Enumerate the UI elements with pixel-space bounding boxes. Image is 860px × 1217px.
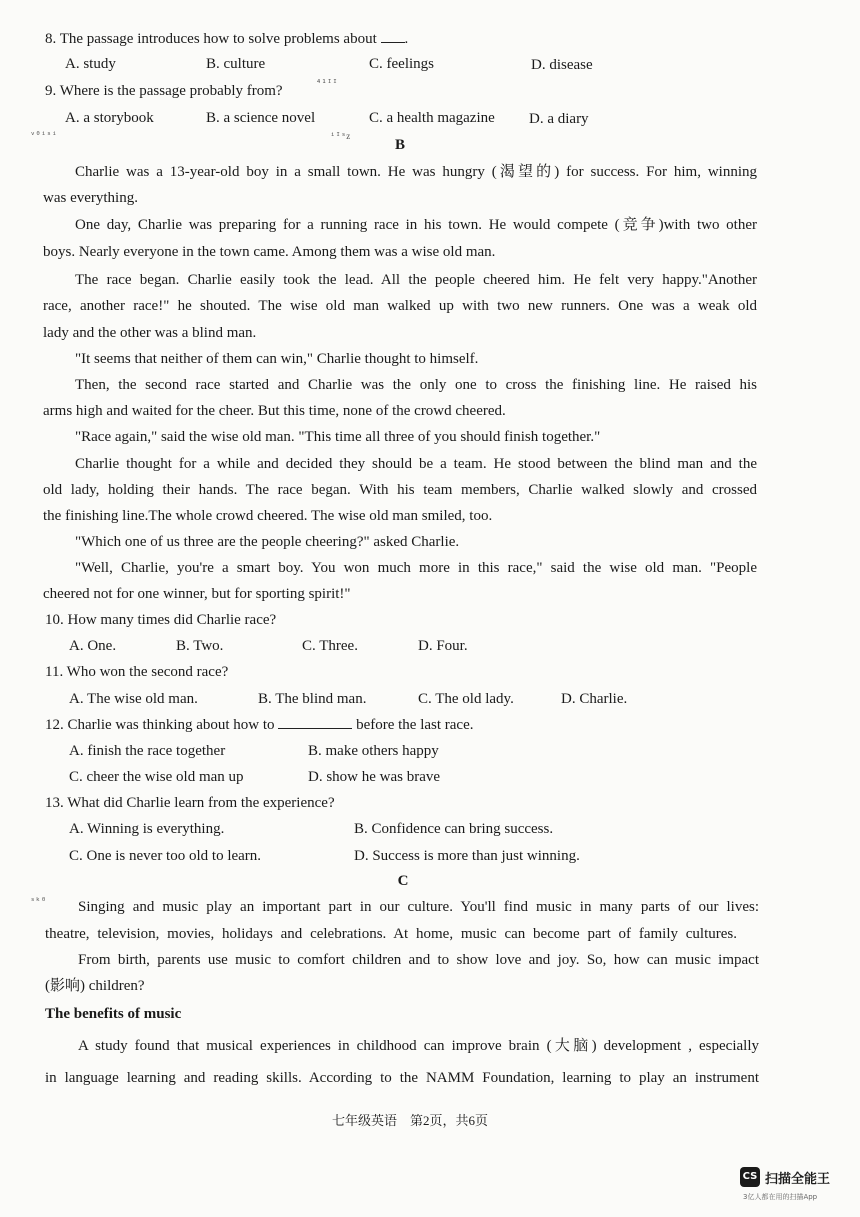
question-12-option-b: B. make others happy	[308, 743, 439, 759]
question-11-option-d: D. Charlie.	[561, 691, 628, 707]
question-13-option-a: A. Winning is everything.	[69, 821, 225, 837]
question-9-stem: 9. Where is the passage probably from?	[45, 83, 283, 99]
section-c-heading: The benefits of music	[45, 1006, 182, 1022]
question-8-text: 8. The passage introduces how to solve problems about	[45, 31, 377, 47]
question-8-option-c: C. feelings	[369, 56, 434, 72]
section-c-line: (影响) children?	[45, 978, 145, 994]
question-12-option-d: D. show he was brave	[308, 769, 441, 785]
question-13-option-d: D. Success is more than just winning.	[354, 848, 580, 864]
section-b-title: B	[394, 137, 405, 153]
margin-mark: ⁱᴵˢᴢ	[330, 132, 351, 142]
question-13-option-c: C. One is never too old to learn.	[69, 848, 262, 864]
question-11-option-b: B. The blind man.	[258, 691, 367, 707]
margin-mark: ⁴¹ᴵᴵ	[316, 79, 338, 89]
question-8-blank	[381, 42, 405, 43]
section-b-line: arms high and waited for the cheer. But this time, none of the crowd cheered.	[43, 403, 506, 419]
scanner-watermark	[740, 1167, 840, 1203]
scanner-tagline: 3亿人都在用的扫描App	[743, 1193, 818, 1201]
section-b-line: Charlie was a 13-year-old boy in a small town. He was hungry (渴望的) for success. For him, winning	[75, 164, 757, 180]
section-b-line: cheered not for one winner, but for sporting spirit!"	[43, 586, 351, 602]
section-b-line: The race began. Charlie easily took the lead. All the people cheered him. He felt very happy."Another	[75, 272, 757, 288]
section-c-line: Singing and music play an important part in our culture. You'll find music in many parts of our lives:	[78, 899, 759, 915]
section-b-line: old lady, holding their hands. The race began. With his team members, Charlie walked slowly and crossed	[43, 482, 757, 498]
question-8-option-d: D. disease	[531, 57, 593, 73]
question-13-option-b: B. Confidence can bring success.	[354, 821, 554, 837]
section-b-line: "Which one of us three are the people cheering?" asked Charlie.	[75, 534, 460, 550]
section-b-line: Then, the second race started and Charlie was the only one to cross the finishing line. He raised his	[75, 377, 757, 393]
section-b-line: "Race again," said the wise old man. "This time all three of you should finish together."	[75, 429, 601, 445]
question-10-option-c: C. Three.	[302, 638, 358, 654]
section-b-line: race, another race!" he shouted. The wise old man walked up with two new runners. One was a weak old	[43, 298, 757, 314]
section-c-line: From birth, parents use music to comfort children and to show love and joy. So, how can music impact	[78, 952, 759, 968]
question-12-stem	[45, 716, 474, 734]
question-9-option-b: B. a science novel	[206, 110, 316, 126]
question-13-stem: 13. What did Charlie learn from the experience?	[45, 795, 335, 811]
question-8-stem	[45, 30, 408, 48]
question-8-end: .	[404, 31, 409, 47]
question-8-option-b: B. culture	[206, 56, 266, 72]
margin-mark: ˢᵏ⁰	[30, 897, 47, 907]
section-b-line: boys. Nearly everyone in the town came. Among them was a wise old man.	[43, 244, 496, 260]
section-c-line: in language learning and reading skills. According to the NAMM Foundation, learning to play an instrument	[45, 1070, 759, 1086]
question-10-stem: 10. How many times did Charlie race?	[45, 612, 277, 628]
section-c-line: theatre, television, movies, holidays and celebrations. At home, music can become part of family cultures.	[45, 926, 737, 942]
question-11-option-a: A. The wise old man.	[69, 691, 198, 707]
question-10-option-b: B. Two.	[176, 638, 224, 654]
question-12-end: before the last race.	[356, 717, 474, 733]
camscanner-logo-icon: CS	[740, 1167, 760, 1187]
question-8-option-a: A. study	[65, 56, 116, 72]
question-12-option-a: A. finish the race together	[69, 743, 226, 759]
question-11-option-c: C. The old lady.	[418, 691, 514, 707]
question-12-option-c: C. cheer the wise old man up	[69, 769, 244, 785]
section-b-line: Charlie thought for a while and decided they should be a team. He stood between the blind man and the	[75, 456, 757, 472]
question-11-stem: 11. Who won the second race?	[45, 664, 229, 680]
section-c-title: C	[397, 873, 409, 889]
scanner-app-name: 扫描全能王	[765, 1172, 831, 1187]
question-10-option-d: D. Four.	[418, 638, 468, 654]
section-b-line: "Well, Charlie, you're a smart boy. You won much more in this race," said the wise old man. "People	[75, 560, 757, 576]
margin-mark: ᵛ⁰ⁱˢⁱ	[30, 131, 58, 141]
section-b-line: One day, Charlie was preparing for a running race in his town. He would compete (竞争)with two other	[75, 217, 757, 233]
question-9-option-d: D. a diary	[529, 111, 589, 127]
question-9-option-a: A. a storybook	[65, 110, 154, 126]
section-c-line: A study found that musical experiences in childhood can improve brain (大脑) development , especially	[78, 1038, 759, 1054]
section-b-line: "It seems that neither of them can win," Charlie thought to himself.	[75, 351, 479, 367]
question-12-text: 12. Charlie was thinking about how to	[45, 717, 275, 733]
section-b-line: was everything.	[43, 190, 138, 206]
question-9-option-c: C. a health magazine	[369, 110, 495, 126]
question-10-option-a: A. One.	[69, 638, 117, 654]
section-b-line: lady and the other was a blind man.	[43, 325, 257, 341]
question-12-blank	[278, 728, 352, 729]
page-footer: 七年级英语 第2页，共6页	[331, 1113, 488, 1128]
section-b-line: the finishing line.The whole crowd cheered. The wise old man smiled, too.	[43, 508, 493, 524]
